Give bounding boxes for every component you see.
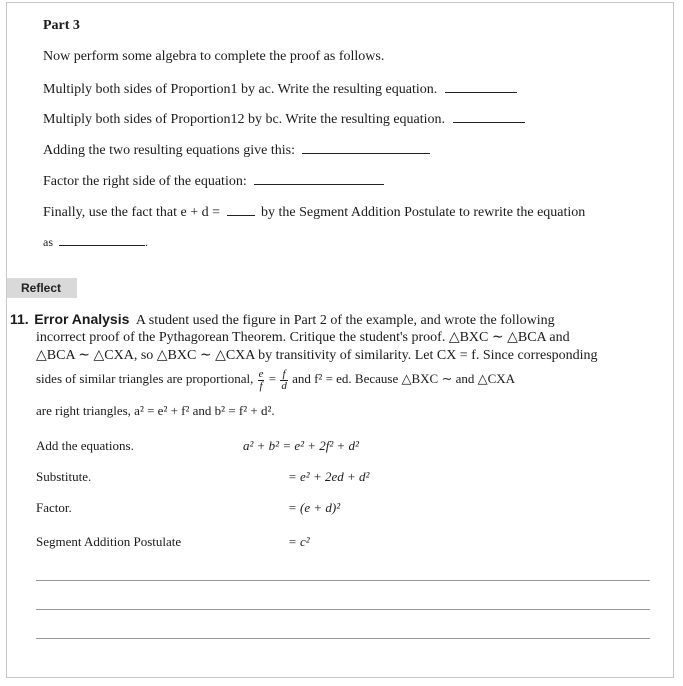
problem-line-4 bbox=[36, 366, 515, 392]
problem-text-4a: sides of similar triangles are proportional, bbox=[36, 371, 254, 386]
problem-text-5: are right triangles, a² = e² + f² and b² = f² + d². bbox=[36, 403, 275, 418]
part-heading: Part 3 bbox=[43, 18, 80, 33]
answer-line-1[interactable] bbox=[36, 580, 650, 581]
answer-blank-4[interactable] bbox=[254, 172, 384, 185]
proof-expr-1: a² + b² = e² + 2f² + d² bbox=[243, 438, 359, 453]
fraction-f-over-d bbox=[280, 369, 288, 392]
fraction-2-numerator: f bbox=[280, 369, 288, 381]
step-4 bbox=[43, 172, 384, 190]
proof-label-4: Segment Addition Postulate bbox=[36, 534, 182, 549]
problem-text-2: incorrect proof of the Pythagorean Theorem. Critique the student's proof. △BXC ∼ △BCA and bbox=[36, 330, 570, 345]
fraction-equals: = bbox=[268, 371, 277, 386]
step-3 bbox=[43, 141, 430, 159]
step-1-text: Multiply both sides of Proportion1 by ac. Write the resulting equation. bbox=[43, 82, 438, 97]
proof-expr-4: = c² bbox=[288, 534, 310, 549]
intro-text: Now perform some algebra to complete the proof as follows. bbox=[43, 49, 385, 64]
step-6-period: . bbox=[145, 235, 148, 249]
step-5-text-b: by the Segment Addition Postulate to rewrite the equation bbox=[261, 205, 586, 220]
answer-line-3[interactable] bbox=[36, 638, 650, 639]
step-2 bbox=[43, 110, 525, 128]
answer-blank-3[interactable] bbox=[302, 141, 430, 154]
fraction-e-over-f bbox=[258, 369, 265, 392]
step-3-text: Adding the two resulting equations give this: bbox=[43, 143, 295, 158]
answer-line-2[interactable] bbox=[36, 609, 650, 610]
proof-expr-3: = (e + d)² bbox=[288, 500, 341, 515]
problem-text-4b: and f² = ed. Because △BXC ∼ and △CXA bbox=[292, 371, 516, 386]
reflect-label: Reflect bbox=[7, 278, 77, 298]
problem-number: 11. bbox=[10, 311, 29, 327]
step-4-text: Factor the right side of the equation: bbox=[43, 174, 247, 189]
fraction-1-numerator: e bbox=[258, 367, 264, 380]
answer-blank-6[interactable] bbox=[59, 233, 145, 246]
fraction-2-denominator: d bbox=[281, 379, 287, 392]
problem-line-1 bbox=[10, 311, 555, 329]
answer-blank-5[interactable] bbox=[227, 203, 255, 216]
fraction-1-denominator: f bbox=[259, 379, 263, 392]
answer-blank-2[interactable] bbox=[453, 110, 525, 123]
proof-label-1: Add the equations. bbox=[36, 438, 134, 453]
step-6 bbox=[43, 233, 148, 250]
answer-blank-1[interactable] bbox=[445, 80, 517, 93]
step-2-text: Multiply both sides of Proportion12 by bc. Write the resulting equation. bbox=[43, 112, 446, 127]
problem-title: Error Analysis bbox=[34, 311, 130, 327]
proof-expr-2: = e² + 2ed + d² bbox=[288, 469, 370, 484]
problem-text-1: A student used the figure in Part 2 of the example, and wrote the following bbox=[135, 313, 555, 328]
proof-label-3: Factor. bbox=[36, 500, 72, 515]
step-6-text: as bbox=[43, 235, 53, 249]
step-5 bbox=[43, 203, 585, 221]
problem-text-3: △BCA ∼ △CXA, so △BXC ∼ △CXA by transitivity of similarity. Let CX = f. Since corresponding bbox=[36, 348, 598, 363]
step-1 bbox=[43, 80, 517, 98]
step-5-text-a: Finally, use the fact that e + d = bbox=[43, 205, 221, 220]
proof-label-2: Substitute. bbox=[36, 469, 92, 484]
